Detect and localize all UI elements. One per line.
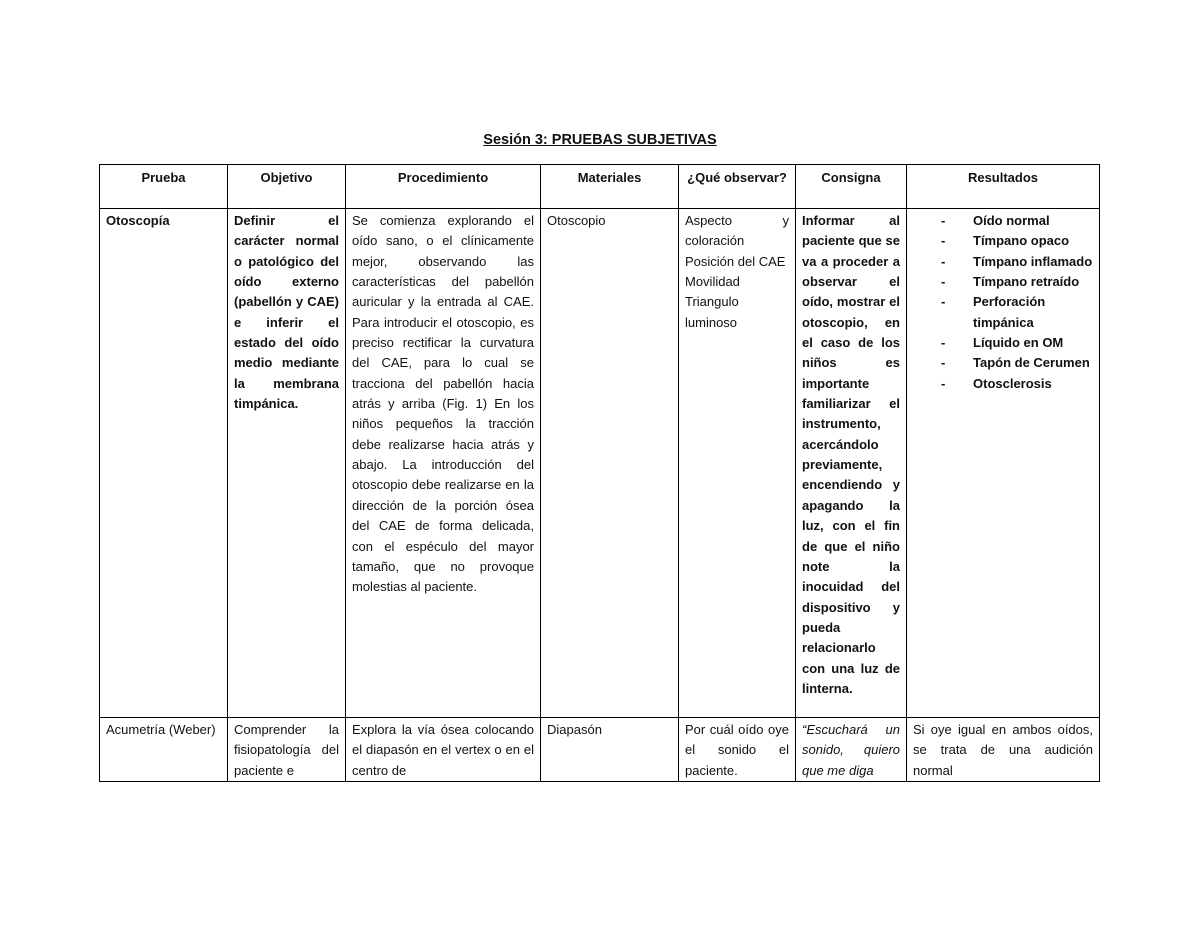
cell-prueba: Acumetría (Weber) [100, 718, 228, 782]
resultados-item: - Líquido en OM [941, 333, 1093, 353]
cell-procedimiento: Se comienza explorando el oído sano, o el clínicamente mejor, observando las características del pabellón auricular y la entrada al CAE. Para introducir el otoscopio, es preciso rectificar la curvatura del CAE, para lo cual se tracciona del pabellón hacia atrás y arriba (Fig. 1) En los niños pequeños la tracción debe realizarse hacia atrás y abajo. La introducción del otoscopio debe realizarse en la dirección de la porción ósea del CAE de forma delicada, con el espéculo del mayor tamaño, que no provoque molestias al paciente. [346, 209, 541, 718]
resultados-item: - Oído normal [941, 211, 1093, 231]
header-materiales: Materiales [541, 165, 679, 209]
page-title: Sesión 3: PRUEBAS SUBJETIVAS [483, 132, 717, 148]
resultados-item: - Tímpano opaco [941, 231, 1093, 251]
cell-consigna: “Escuchará un sonido, quiero que me diga [796, 718, 907, 782]
header-resultados: Resultados [907, 165, 1100, 209]
cell-consigna: Informar al paciente que se va a proceder a observar el oído, mostrar el otoscopio, en el caso de los niños es importante familiarizar el instrumento, acercándolo previamente, encendiendo y apagando la luz, con el fin de que el niño note la inocuidad del dispositivo y pueda relacionarlo con una luz de linterna. [796, 209, 907, 718]
observar-item: Posición del CAE [685, 253, 786, 269]
resultados-list [913, 211, 1093, 394]
cell-resultados: Si oye igual en ambos oídos, se trata de una audición normal [907, 718, 1100, 782]
cell-que-observar [679, 209, 796, 718]
cell-resultados [907, 209, 1100, 718]
observar-item: Movilidad [685, 274, 740, 290]
table-row [100, 718, 1100, 782]
table-row [100, 209, 1100, 718]
table-header-row [100, 165, 1100, 209]
cell-materiales: Diapasón [541, 718, 679, 782]
header-que-observar: ¿Qué observar? [679, 165, 796, 209]
pruebas-table [99, 164, 1100, 782]
header-consigna: Consigna [796, 165, 907, 209]
header-objetivo: Objetivo [228, 165, 346, 209]
observar-item: Aspecto y coloración [685, 213, 789, 249]
resultados-item: - Otosclerosis [941, 374, 1093, 394]
header-prueba: Prueba [100, 165, 228, 209]
cell-que-observar: Por cuál oído oye el sonido el paciente. [679, 718, 796, 782]
cell-materiales: Otoscopio [541, 209, 679, 718]
resultados-item: - Tímpano retraído [941, 272, 1093, 292]
resultados-item: - Tapón de Cerumen [941, 353, 1093, 373]
cell-prueba: Otoscopía [100, 209, 228, 718]
cell-procedimiento: Explora la vía ósea colocando el diapasón en el vertex o en el centro de [346, 718, 541, 782]
cell-objetivo: Definir el carácter normal o patológico del oído externo (pabellón y CAE) e inferir el estado del oído medio mediante la membrana timpánica. [228, 209, 346, 718]
observar-item: Triangulo luminoso [685, 294, 739, 330]
header-procedimiento: Procedimiento [346, 165, 541, 209]
resultados-item: - Tímpano inflamado [941, 252, 1093, 272]
cell-objetivo: Comprender la fisiopatología del paciente e [228, 718, 346, 782]
resultados-item: - Perforación timpánica [941, 292, 1093, 333]
